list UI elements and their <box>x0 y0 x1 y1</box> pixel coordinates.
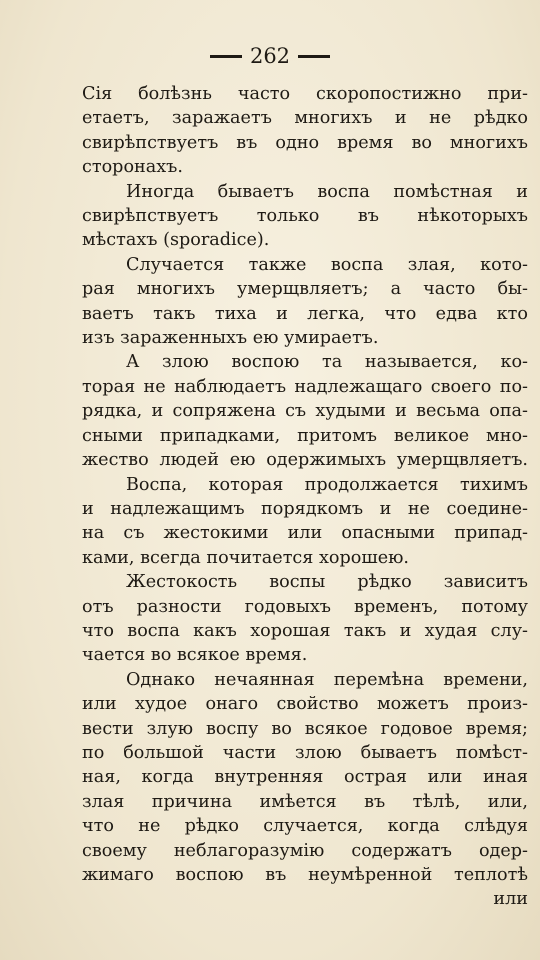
page-number: 262 <box>249 44 291 68</box>
text-line: А злою воспою та называется, ко- <box>126 352 528 373</box>
text-line: Случается также воспа злая, кото- <box>126 254 528 275</box>
text-line: сторонахъ. <box>82 157 183 178</box>
text-line: торая не наблюдаетъ надлежащаго своего по- <box>82 376 528 397</box>
text-line: Иногда бываетъ воспа помѣстная и <box>126 181 528 202</box>
text-line: свирѣпствуетъ въ одно время во многихъ <box>82 132 528 153</box>
text-line: чается во всякое время. <box>82 645 308 666</box>
body-text <box>82 82 528 912</box>
text-line: что воспа какъ хорошая такъ и худая слу- <box>82 620 528 641</box>
page-header <box>0 44 540 68</box>
text-line: по большой части злою бываетъ помѣст- <box>82 742 528 763</box>
text-line: своему неблагоразумію содержатъ одер- <box>82 840 528 861</box>
text-line: на съ жестокими или опасными припад- <box>82 523 528 544</box>
text-line: изъ зараженныхъ ею умираетъ. <box>82 328 379 349</box>
text-line: жимаго воспою въ неумѣренной теплотѣ <box>82 865 528 885</box>
text-line: жество людей ею одержимыхъ умерщвляетъ. <box>82 450 528 471</box>
text-line: вести злую воспу во всякое годовое время; <box>82 718 528 739</box>
text-line: ваетъ такъ тиха и легка, что едва кто <box>82 303 528 324</box>
text-line: сными припадками, притомъ великое мно- <box>82 425 528 446</box>
text-line: Воспа, которая продолжается тихимъ <box>126 474 528 495</box>
text-line: свирѣпствуетъ только въ нѣкоторыхъ <box>82 206 528 227</box>
header-dash-right <box>298 55 330 58</box>
text-line: Сія болѣзнь часто скоропостижно при- <box>82 84 528 104</box>
text-line: что не рѣдко случается, когда слѣдуя <box>82 816 528 837</box>
text-line: злая причина имѣется въ тѣлѣ, или, <box>82 791 528 812</box>
header-dash-left <box>210 55 242 58</box>
text-line: и надлежащимъ порядкомъ и не соедине- <box>82 498 528 519</box>
text-line: етаетъ, заражаетъ многихъ и не рѣдко <box>82 108 528 129</box>
text-line: Однако нечаянная перемѣна времени, <box>126 669 528 690</box>
catchword: или <box>493 889 528 910</box>
text-line: или худое онаго свойство можетъ произ- <box>82 694 528 715</box>
text-line: ками, всегда почитается хорошею. <box>82 547 410 568</box>
text-line: Жестокость воспы рѣдко зависитъ <box>126 572 528 593</box>
text-line: рая многихъ умерщвляетъ; а часто бы- <box>82 279 528 300</box>
text-line: мѣстахъ (sporadice). <box>82 230 270 251</box>
text-line: ная, когда внутренняя острая или иная <box>82 767 528 788</box>
text-line: отъ разности годовыхъ временъ, потому <box>82 596 528 617</box>
text-line: рядка, и сопряжена съ худыми и весьма опа- <box>82 401 528 422</box>
